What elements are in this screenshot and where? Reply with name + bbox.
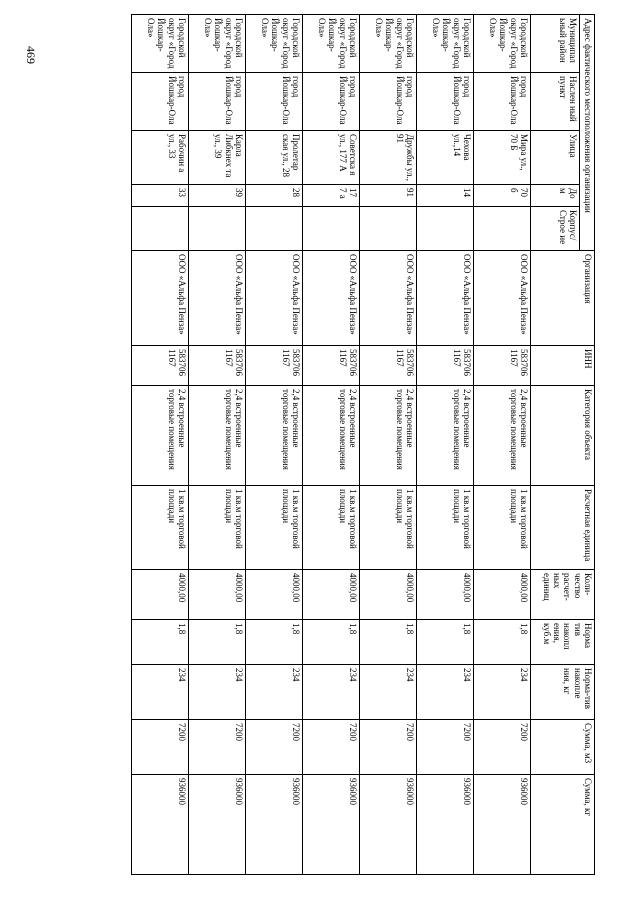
table-cell: 7200 (417, 720, 474, 775)
table-cell: Дружбы ул., 91 (360, 131, 417, 185)
table-cell: 234 (360, 665, 417, 720)
table-cell: ООО «Альфа Пенза» (417, 251, 474, 346)
table-cell: 1,8 (303, 620, 360, 665)
table-cell: ООО «Альфа Пенза» (246, 251, 303, 346)
table-cell: город Йошкар-Ола (189, 73, 246, 131)
col-header-inn: ИНН (531, 346, 595, 386)
col-header-locality: Наслен ный пункт (531, 73, 580, 131)
table-cell: город Йошкар-Ола (303, 73, 360, 131)
table-cell: 2,4 встроенные торговые помещения (360, 386, 417, 486)
col-header-house: До м (531, 185, 580, 207)
table-row (360, 15, 417, 875)
table-cell: 7200 (474, 720, 531, 775)
table-cell: 2,4 встроенные торговые помещения (474, 386, 531, 486)
col-header-organization: Организация (531, 251, 595, 346)
table-cell: Городской округ «Город Йошкар-Ола» (417, 15, 474, 73)
table-body (132, 15, 531, 875)
table-cell: 4000,00 (360, 570, 417, 620)
table-cell: Городской округ «Город Йошкар-Ола» (246, 15, 303, 73)
table-cell: 583706 1167 (360, 346, 417, 386)
table-row (132, 15, 189, 875)
table-cell: Городской округ «Город Йошкар-Ола» (360, 15, 417, 73)
table-cell: 2,4 встроенные торговые помещения (303, 386, 360, 486)
table-cell: 2,4 встроенные торговые помещения (132, 386, 189, 486)
table-cell: 70 б (474, 185, 531, 207)
table-cell: 4000,00 (474, 570, 531, 620)
table-cell: 7200 (189, 720, 246, 775)
table-cell: 936000 (360, 775, 417, 875)
table-cell: 4000,00 (189, 570, 246, 620)
table-cell: 234 (417, 665, 474, 720)
table-cell: 14 (417, 185, 474, 207)
waste-norms-table (131, 14, 595, 875)
table-cell: 7200 (360, 720, 417, 775)
table-cell: Мира ул., 70 Б (474, 131, 531, 185)
table-cell: 583706 1167 (303, 346, 360, 386)
table-cell: 91 (360, 185, 417, 207)
table-cell: 1,8 (132, 620, 189, 665)
table-cell: 936000 (303, 775, 360, 875)
table-cell: город Йошкар-Ола (360, 73, 417, 131)
table-cell: 1 кв.м торговой площади (417, 486, 474, 570)
table-cell: ООО «Альфа Пенза» (360, 251, 417, 346)
rotated-table-container (90, 14, 595, 874)
table-cell (474, 207, 531, 251)
table-cell: 583706 1167 (417, 346, 474, 386)
header-row-1 (580, 15, 595, 875)
col-header-unit: Расчетная единица (531, 486, 595, 570)
table-cell: Карла Либкнех та ул., 39 (189, 131, 246, 185)
table-cell: город Йошкар-Ола (474, 73, 531, 131)
col-header-street: Улица (531, 131, 580, 185)
col-header-unit-count: Коли-чество расчет-ных единиц (531, 570, 595, 620)
table-cell: Городской округ «Город Йошкар-Ола» (474, 15, 531, 73)
table-cell: 1 кв.м торговой площади (303, 486, 360, 570)
table-cell: 1,8 (474, 620, 531, 665)
table-row (303, 15, 360, 875)
table-cell: 1,8 (417, 620, 474, 665)
table-cell: 1 кв.м торговой площади (246, 486, 303, 570)
table-cell: 936000 (246, 775, 303, 875)
table-cell: 936000 (417, 775, 474, 875)
table-cell: Советска я ул., 177 А (303, 131, 360, 185)
table-cell (246, 207, 303, 251)
table-row (474, 15, 531, 875)
table-cell: ООО «Альфа Пенза» (474, 251, 531, 346)
table-cell: ООО «Альфа Пенза» (189, 251, 246, 346)
table-cell: 7200 (132, 720, 189, 775)
table-cell: 234 (132, 665, 189, 720)
table-cell: 17 7 а (303, 185, 360, 207)
table-row (417, 15, 474, 875)
table-cell: 1 кв.м торговой площади (360, 486, 417, 570)
table-cell: 583706 1167 (474, 346, 531, 386)
table-cell: 2,4 встроенные торговые помещения (417, 386, 474, 486)
table-cell: 936000 (189, 775, 246, 875)
table-cell: 2,4 встроенные торговые помещения (189, 386, 246, 486)
table-cell: 28 (246, 185, 303, 207)
col-header-sum-m3: Сумма, м3 (531, 720, 595, 775)
table-cell: 4000,00 (303, 570, 360, 620)
table-cell: Рабочин а ул., 33 (132, 131, 189, 185)
table-cell: 583706 1167 (189, 346, 246, 386)
col-header-building: Корпус/ Строе ие (531, 207, 580, 251)
table-cell: 2,4 встроенные торговые помещения (246, 386, 303, 486)
table-cell: 583706 1167 (132, 346, 189, 386)
table-cell: город Йошкар-Ола (246, 73, 303, 131)
table-cell: 7200 (246, 720, 303, 775)
table-cell (360, 207, 417, 251)
table-cell: 1,8 (360, 620, 417, 665)
table-cell: Чехова ул.,14 (417, 131, 474, 185)
table-cell: 33 (132, 185, 189, 207)
table-cell (303, 207, 360, 251)
table-cell: 39 (189, 185, 246, 207)
table-cell: 936000 (132, 775, 189, 875)
table-cell: ООО «Альфа Пенза» (303, 251, 360, 346)
col-header-sum-kg: Сумма, кг (531, 775, 595, 875)
table-cell: Городской округ «Город Йошкар-Ола» (132, 15, 189, 73)
table-cell (189, 207, 246, 251)
address-group-header: Адрес фактического местоположения организации (580, 15, 595, 251)
table-row (246, 15, 303, 875)
table-cell: 1 кв.м торговой площади (132, 486, 189, 570)
table-cell (132, 207, 189, 251)
table-cell: 4000,00 (417, 570, 474, 620)
col-header-category: Категория объекта (531, 386, 595, 486)
table-cell: город Йошкар-Ола (132, 73, 189, 131)
table-cell: 7200 (303, 720, 360, 775)
table-cell: 1,8 (189, 620, 246, 665)
table-row (189, 15, 246, 875)
page-number: 469 (24, 46, 38, 64)
col-header-district: Муниципал ьный район (531, 15, 580, 73)
table-cell: ООО «Альфа Пенза» (132, 251, 189, 346)
table-cell: 1,8 (246, 620, 303, 665)
table-cell: 234 (474, 665, 531, 720)
table-cell (417, 207, 474, 251)
table-cell: 583706 1167 (246, 346, 303, 386)
col-header-norm-kg: Норма-тив накопле ния, кг (531, 665, 595, 720)
table-cell: 234 (189, 665, 246, 720)
table-cell: 234 (246, 665, 303, 720)
table-cell: Городской округ «Город Йошкар-Ола» (303, 15, 360, 73)
table-cell: Городской округ «Город Йошкар-Ола» (189, 15, 246, 73)
table-cell: 4000,00 (132, 570, 189, 620)
table-cell: 936000 (474, 775, 531, 875)
col-header-norm-m3: Норма тив накопл ения, куб.м (531, 620, 595, 665)
table-cell: 4000,00 (246, 570, 303, 620)
table-cell: 1 кв.м торговой площади (474, 486, 531, 570)
table-cell: 234 (303, 665, 360, 720)
table-cell: Пролетар ская ул., 28 (246, 131, 303, 185)
table-cell: город Йошкар-Ола (417, 73, 474, 131)
table-cell: 1 кв.м торговой площади (189, 486, 246, 570)
